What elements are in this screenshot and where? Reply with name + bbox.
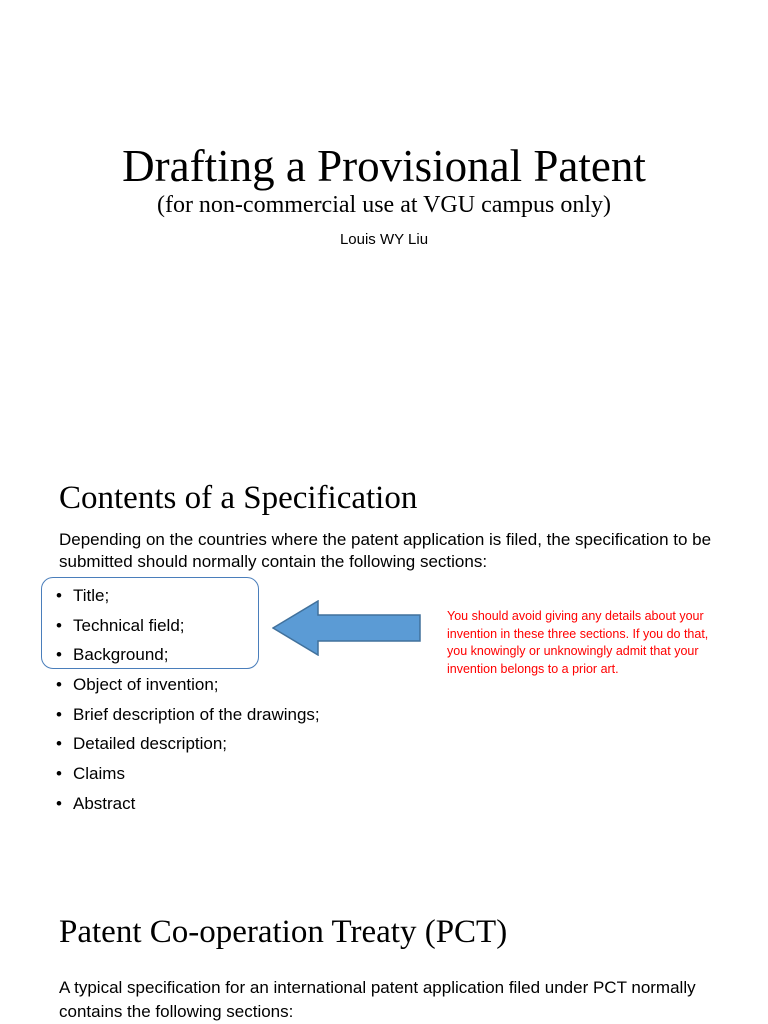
list-item-label: Background;	[73, 645, 169, 665]
warning-note: You should avoid giving any details about your invention in these three sections. If you do that, you knowingly or unknowingly admit that your invention belongs to a prior art.	[447, 609, 709, 676]
list-item-label: Title;	[73, 586, 110, 605]
list-item-label: Claims	[73, 764, 125, 784]
list-item-label: Technical field;	[73, 615, 185, 635]
slide-intro: A typical specification for an international patent application filed under PCT normally contains the following sections:	[59, 978, 696, 1021]
slide-intro: Depending on the countries where the patent application is filed, the specification to be submitted should normally contain the following sections:	[59, 530, 712, 571]
title-slide	[0, 0, 768, 440]
bullet-icon: •	[56, 586, 62, 605]
bullet-icon: •	[56, 704, 62, 724]
presentation-title: Drafting a Provisional Patent	[122, 141, 646, 191]
slide-title: Contents of a Specification	[59, 480, 418, 516]
list-item-label: Detailed description;	[73, 734, 228, 754]
slide-title: Patent Co-operation Treaty (PCT)	[59, 914, 508, 950]
list-item-label: Abstract	[73, 793, 136, 813]
author-name: Louis WY Liu	[339, 231, 429, 248]
list-item	[45, 700, 320, 730]
bullet-icon: •	[56, 734, 62, 754]
list-item-label: Object of invention;	[73, 675, 219, 695]
list-item	[45, 670, 320, 700]
bullet-icon: •	[56, 764, 62, 784]
contents-slide	[0, 440, 768, 880]
presentation-subtitle: (for non-commercial use at VGU campus only)	[156, 192, 612, 218]
bullet-icon: •	[56, 675, 62, 695]
bullet-icon: •	[56, 645, 62, 665]
list-item	[45, 729, 320, 759]
bullet-icon: •	[56, 615, 62, 635]
pct-slide	[0, 880, 768, 1024]
list-item-label: Brief description of the drawings;	[73, 704, 320, 724]
left-arrow-icon	[272, 600, 422, 656]
list-item	[45, 759, 320, 789]
list-item	[45, 789, 320, 819]
bullet-icon: •	[56, 793, 62, 813]
